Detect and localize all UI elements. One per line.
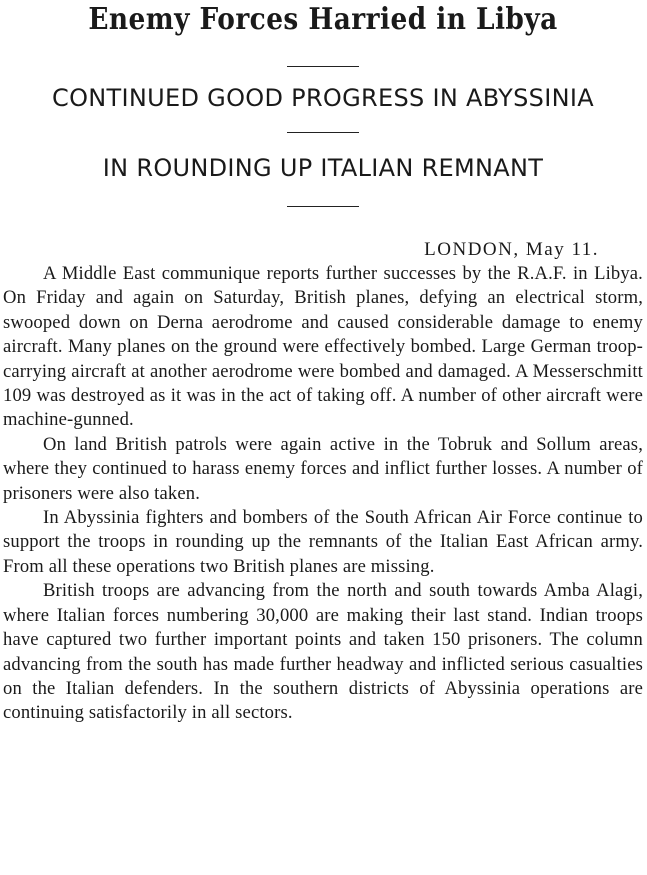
paragraph-land-patrols: On land British patrols were again active in the Tobruk and Sollum areas, where they continued to harass enemy forces and inflict further losses. A number of prisoners were also taken. bbox=[3, 433, 643, 504]
paragraph-raf-libya: A Middle East communique reports further successes by the R.A.F. in Libya. On Friday and again on Saturday, British planes, defying an electrical storm, swooped down on Derna aerodrome and caused considerable damage to enemy aircraft. Many planes on the ground were effectively bombed. Large German troop-carrying aircraft at another aerodrome were bombed and damaged. A Messerschmitt 109 was destroyed as it was in the act of taking off. A number of other aircraft were machine-gunned. bbox=[3, 263, 643, 431]
subheadline-abyssinia: CONTINUED GOOD PROGRESS IN ABYSSINIA bbox=[52, 84, 594, 112]
paragraph-amba-alagi: British troops are advancing from the north and south towards Amba Alagi, where Italian forces numbering 30,000 are making their last stand. Indian troops have captured two further important points and taken 150 prisoners. The column advancing from the south has made further headway and inflicted serious casualties on the Italian defenders. In the southern districts of Abyssinia operations are continuing satisfactorily in all sectors. bbox=[3, 580, 643, 724]
headline: Enemy Forces Harried in Libya bbox=[88, 2, 558, 37]
article-body bbox=[3, 262, 643, 726]
divider-rule bbox=[287, 206, 359, 207]
divider-rule bbox=[287, 132, 359, 133]
paragraph-abyssinia-air: In Abyssinia fighters and bombers of the South African Air Force continue to support the troops in rounding up the remnants of the Italian East African army. From all these operations two British planes are missing. bbox=[3, 507, 643, 577]
divider-rule bbox=[287, 66, 359, 67]
dateline: LONDON, May 11. bbox=[424, 239, 599, 260]
subheadline-italian-remnant: IN ROUNDING UP ITALIAN REMNANT bbox=[102, 154, 544, 182]
